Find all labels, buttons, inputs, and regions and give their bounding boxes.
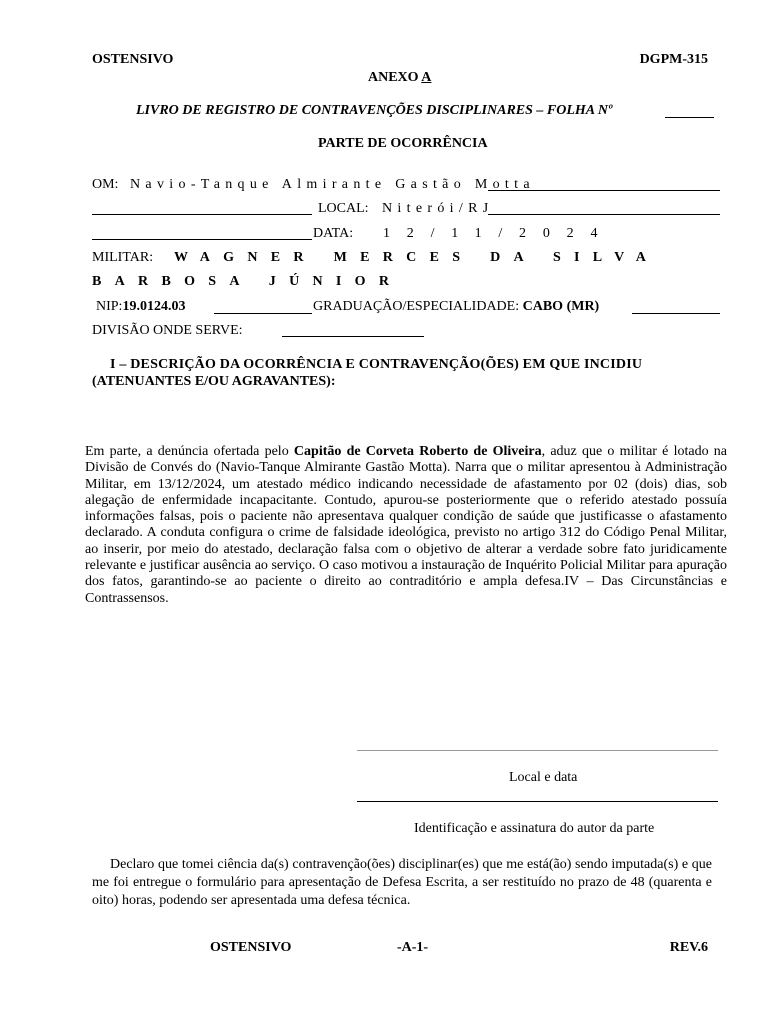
section-title: PARTE DE OCORRÊNCIA: [318, 136, 488, 151]
local-data-caption: Local e data: [509, 770, 578, 785]
folha-number-line: [665, 117, 714, 118]
body-text-main: , aduz que o militar é lotado na Divisão de Convés do (Navio-Tanque Almirante Gastão Motta). Narra que o militar apresentou à Administração Militar, em 13/12/2024, um atestado médico indicando necessidade de afastamento por 02 (dois) dias, sob alegação de enfermidade incapacitante. Contudo, apurou-se posteriormente que o referido atestado possuía informações falsas, pois o paciente não apresentava qualquer condição de saúde que justificasse o afastamento declarado. A conduta configura o crime de falsidade ideológica, previsto no artigo 312 do Código Penal Militar, ao inserir, por meio do atestado, declaração falsa com o objetivo de alterar a verdade sobre fato juridicamente relevante e justificar ausência ao serviço. O caso motivou a instauração de Inquérito Policial Militar para apuração dos fatos, garantindo-se ao paciente o direito ao contraditório e ampla defesa.IV – Das Circunstâncias e Contrassensos.: [85, 444, 728, 606]
graduacao-value: CABO (MR): [522, 299, 600, 314]
militar-name-line2: BARBOSA JÚNIOR: [92, 274, 403, 289]
header-classification: OSTENSIVO: [92, 52, 174, 67]
local-line: [488, 214, 720, 215]
data-leading-line: [92, 239, 312, 240]
local-data-line: [357, 750, 718, 751]
section-i-title-line2: (ATENUANTES E/OU AGRAVANTES):: [92, 374, 336, 389]
local-label: LOCAL:: [318, 201, 369, 216]
signature-caption: Identificação e assinatura do autor da parte: [414, 821, 655, 836]
footer-classification: OSTENSIVO: [210, 940, 292, 955]
accuser-name: Capitão de Corveta Roberto de Oliveira: [293, 444, 542, 459]
occurrence-description: [85, 444, 727, 607]
om-label: OM:: [92, 177, 119, 192]
local-value: Niterói/RJ: [382, 201, 494, 216]
body-text-intro: Em parte, a denúncia ofertada pelo: [85, 444, 294, 459]
divisao-line: [282, 336, 424, 337]
militar-label: MILITAR:: [92, 250, 154, 265]
annex-prefix: ANEXO: [368, 70, 422, 85]
footer-revision: REV.6: [669, 940, 708, 955]
nip-field: [96, 299, 185, 315]
om-value: Navio-Tanque Almirante Gastão Motta: [130, 177, 535, 192]
divisao-label: DIVISÃO ONDE SERVE:: [92, 323, 243, 338]
nip-line: [214, 313, 312, 314]
data-value: 12/11/2024: [383, 226, 615, 241]
annex-letter: A: [421, 70, 432, 85]
signature-line: [357, 801, 718, 802]
nip-label: NIP:: [96, 299, 123, 314]
footer-page-number: -A-1-: [397, 940, 429, 955]
graduacao-line: [632, 313, 720, 314]
book-title: LIVRO DE REGISTRO DE CONTRAVENÇÕES DISCIPLINARES – FOLHA Nº: [136, 103, 613, 118]
declaration-text: Declaro que tomei ciência da(s) contravenção(ões) disciplinar(es) que me está(ão) sendo imputada(s) e que me foi entregue o formulário para apresentação de Defesa Escrita, a ser restituído no prazo de 48 (quarenta e oito) horas, podendo ser apresentada uma defesa técnica.: [92, 857, 712, 908]
local-leading-line: [92, 214, 312, 215]
graduacao-field: [313, 299, 599, 315]
om-line: [488, 190, 720, 191]
data-label: DATA:: [313, 226, 354, 241]
section-i-title-line1: I – DESCRIÇÃO DA OCORRÊNCIA E CONTRAVENÇÃO(ÕES) EM QUE INCIDIU: [110, 357, 643, 372]
nip-value: 19.0124.03: [122, 299, 186, 314]
militar-name-line1: WAGNER MERCES DA SILVA: [174, 250, 660, 265]
annex-title: [368, 70, 431, 86]
graduacao-label: GRADUAÇÃO/ESPECIALIDADE:: [313, 299, 520, 314]
header-doc-code: DGPM-315: [639, 52, 708, 67]
